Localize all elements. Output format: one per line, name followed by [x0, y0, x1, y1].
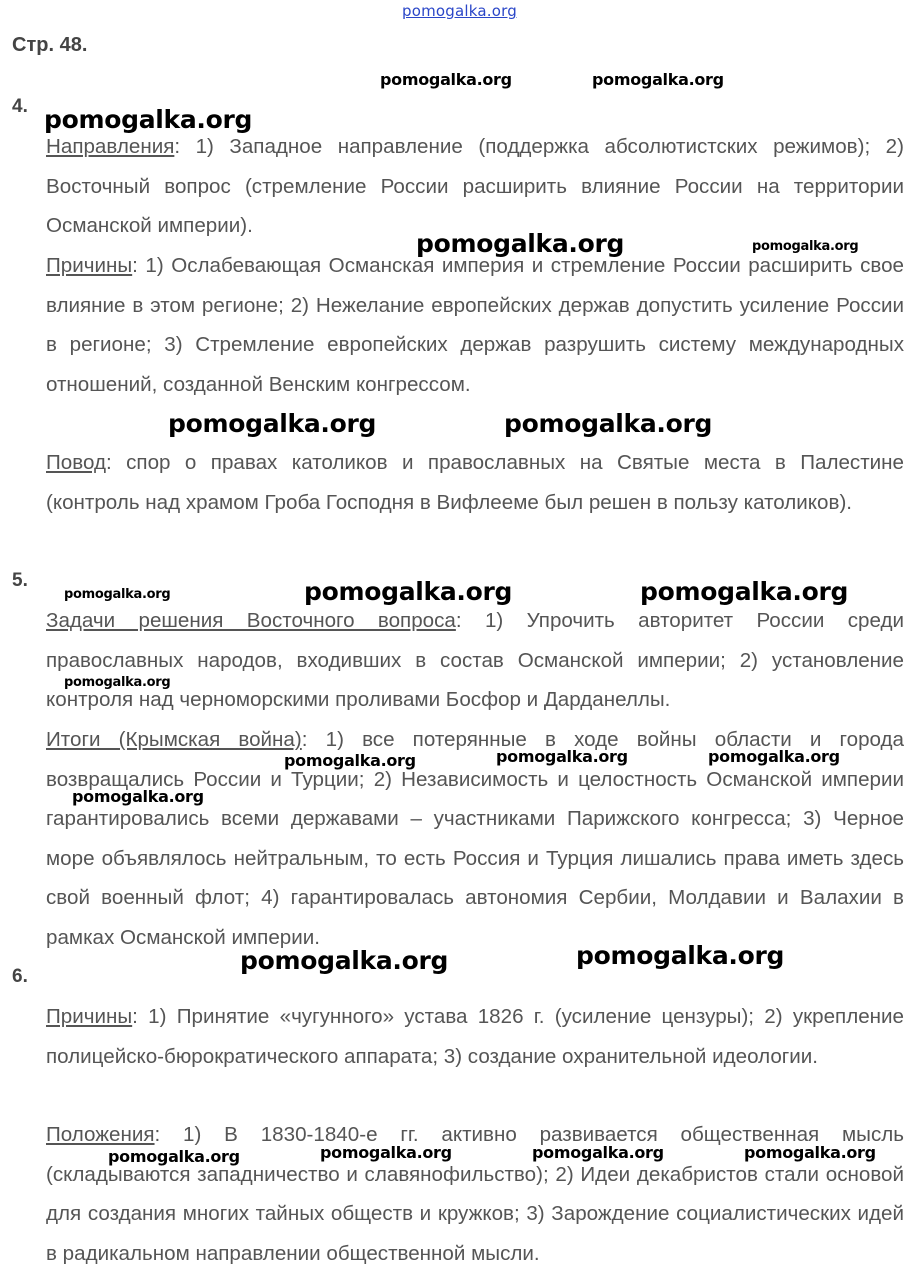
task-number-5: 5.	[12, 570, 28, 591]
watermark: pomogalka.org	[752, 239, 859, 254]
task4-pretext-paragraph	[46, 443, 904, 522]
watermark: pomogalka.org	[304, 577, 513, 606]
paragraph-text: : спор о правах католиков и православных на Святые места в Палестине (контроль над храмом Гроба Господня в Вифлееме был решен в пользу католиков).	[46, 451, 904, 514]
watermark: pomogalka.org	[592, 70, 724, 89]
task-number-6: 6.	[12, 966, 28, 987]
task4-directions-paragraph	[46, 127, 904, 246]
term-goals: Задачи решения Восточного вопроса	[46, 609, 456, 632]
watermark: pomogalka.org	[72, 787, 204, 806]
term-causes: Причины	[46, 1005, 133, 1028]
watermark: pomogalka.org	[744, 1143, 876, 1162]
paragraph-text: : 1) Принятие «чугунного» устава 1826 г. (усиление цензуры); 2) укрепление полицейско-бюрократического аппарата; 3) создание охранительной идеологии.	[46, 1005, 904, 1068]
watermark: pomogalka.org	[416, 229, 625, 258]
watermark: pomogalka.org	[64, 587, 171, 602]
task5-goals-paragraph	[46, 601, 904, 720]
watermark: pomogalka.org	[504, 409, 713, 438]
term-provisions: Положения	[46, 1123, 155, 1146]
task6-causes-paragraph	[46, 997, 904, 1076]
paragraph-text: : 1) все потерянные в ходе войны области и города возвращались России и Турции; 2) Независимость и целостность Османской империи гарантировались всеми державами – участниками Парижского конгресса; 3) Черное море объявлялось нейтральным, то есть Россия и Турция лишались права иметь здесь свой военный флот; 4) гарантировалась автономия Сербии, Молдавии и Валахии в рамках Османской империи.	[46, 728, 904, 949]
paragraph-text: : 1) В 1830-1840-е гг. активно развивается общественная мысль (складываются западничество и славянофильство); 2) Идеи декабристов стали основой для создания многих тайных обществ и кружков; 3) Зарождение социалистических идей в радикальном направлении общественной мысли.	[46, 1123, 904, 1265]
term-results: Итоги (Крымская война)	[46, 728, 302, 751]
task-number-4: 4.	[12, 96, 28, 117]
watermark: pomogalka.org	[380, 70, 512, 89]
task4-causes-paragraph	[46, 246, 904, 404]
watermark: pomogalka.org	[44, 105, 253, 134]
watermark: pomogalka.org	[496, 747, 628, 766]
task6-provisions-paragraph	[46, 1115, 904, 1273]
watermark: pomogalka.org	[320, 1143, 452, 1162]
watermark: pomogalka.org	[168, 409, 377, 438]
page-title: Стр. 48.	[12, 34, 88, 56]
watermark: pomogalka.org	[576, 941, 785, 970]
paragraph-text: : 1) Западное направление (поддержка абсолютистских режимов); 2) Восточный вопрос (стремление России расширить влияние России на территории Османской империи).	[46, 135, 904, 237]
term-causes: Причины	[46, 254, 133, 277]
watermark: pomogalka.org	[640, 577, 849, 606]
watermark: pomogalka.org	[708, 747, 840, 766]
paragraph-text: : 1) Упрочить авторитет России среди православных народов, входивших в состав Османской империи; 2) установление контроля над черноморскими проливами Босфор и Дарданеллы.	[46, 609, 904, 711]
site-link[interactable]: pomogalka.org	[402, 2, 517, 20]
watermark: pomogalka.org	[284, 751, 416, 770]
paragraph-text: : 1) Ослабевающая Османская империя и стремление России расширить свое влияние в этом регионе; 2) Нежелание европейских держав допустить усиление России в регионе; 3) Стремление европейских держав разрушить систему международных отношений, созданной Венским конгрессом.	[46, 254, 904, 396]
watermark: pomogalka.org	[64, 675, 171, 690]
watermark: pomogalka.org	[240, 946, 449, 975]
term-pretext: Повод	[46, 451, 106, 474]
watermark: pomogalka.org	[108, 1147, 240, 1166]
term-directions: Направления	[46, 135, 175, 158]
watermark: pomogalka.org	[532, 1143, 664, 1162]
